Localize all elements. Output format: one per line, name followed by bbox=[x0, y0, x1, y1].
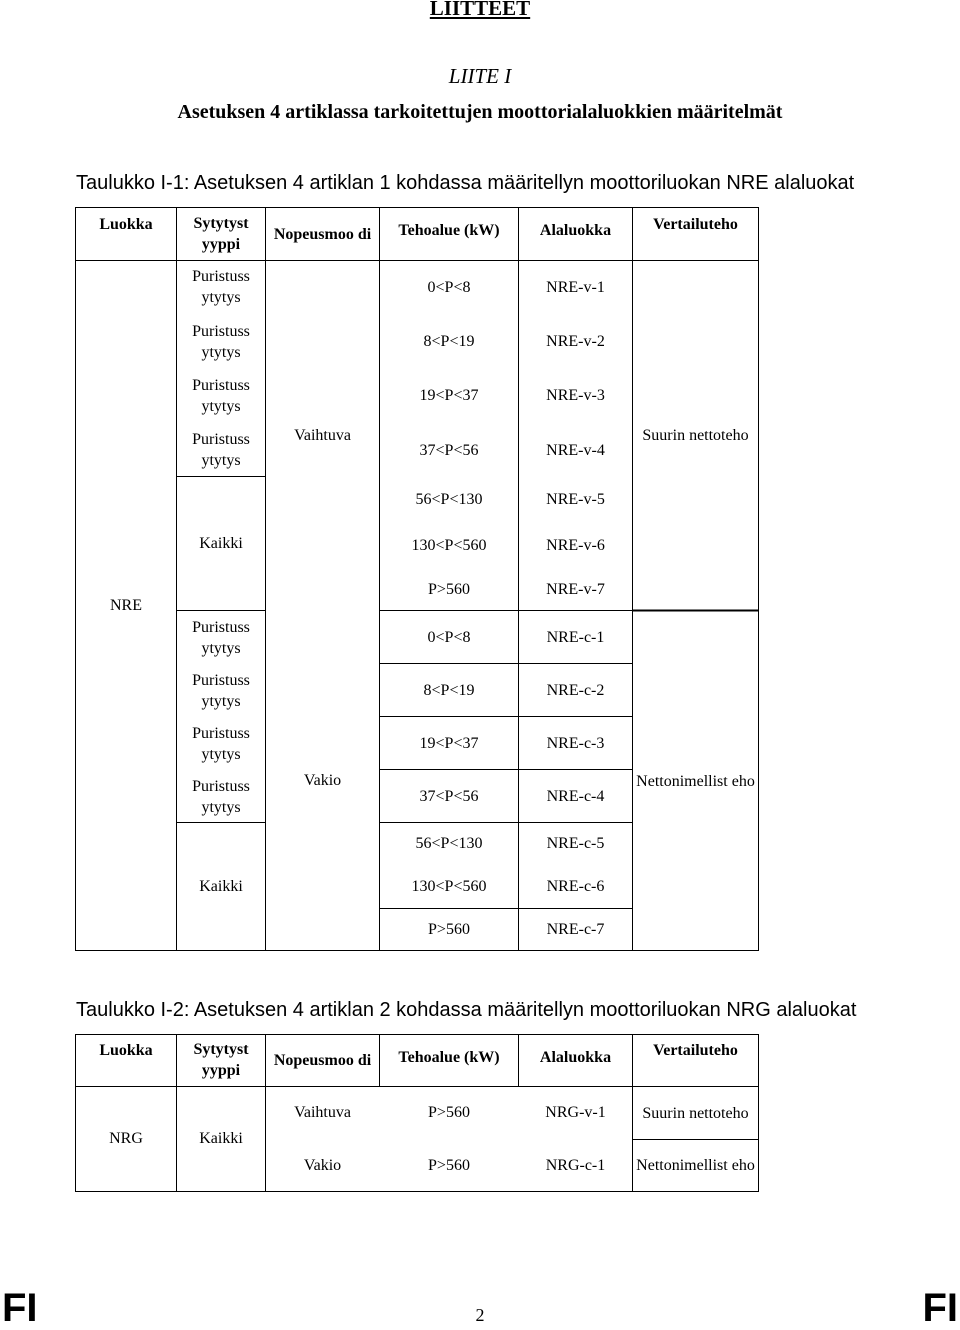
table1-category: NRE bbox=[110, 596, 142, 614]
table1-c-subcat-2: NRE-c-2 bbox=[546, 681, 605, 699]
table2-header-subcategory: Alaluokka bbox=[539, 1048, 612, 1066]
table1-c-power-1: 0<P<8 bbox=[427, 628, 471, 646]
table1-c-subcat-1: NRE-c-1 bbox=[546, 628, 605, 646]
annex-header: LIITTEET bbox=[429, 0, 531, 20]
annex-subtitle: Asetuksen 4 artiklassa tarkoitettujen moottorialaluokkien määritelmät bbox=[177, 101, 783, 123]
table1-v-power-4: 37<P<56 bbox=[419, 441, 479, 459]
table1-header-power-range: Tehoalue (kW) bbox=[398, 221, 500, 239]
language-code-right: FI bbox=[922, 1286, 958, 1330]
table1-v-ignition-3: Puristuss ytytys bbox=[192, 377, 250, 415]
table1-c-subcat-3: NRE-c-3 bbox=[546, 734, 605, 752]
table1-c-power-7: P>560 bbox=[428, 920, 470, 938]
table2-reference-power-2: Nettonimellist eho bbox=[636, 1156, 755, 1174]
table1-c-power-3: 19<P<37 bbox=[419, 734, 479, 752]
table2-caption: Taulukko I-2: Asetuksen 4 artiklan 2 kohdassa määritellyn moottoriluokan NRG alaluokat bbox=[76, 999, 857, 1021]
table1-v-ignition-4: Puristuss ytytys bbox=[192, 431, 250, 469]
table2-category: NRG bbox=[109, 1129, 143, 1147]
table1-v-power-2: 8<P<19 bbox=[423, 332, 475, 350]
page-number: 2 bbox=[475, 1305, 485, 1325]
table2-speed-mode-1: Vaihtuva bbox=[294, 1103, 351, 1121]
table2-reference-power-1: Suurin nettoteho bbox=[642, 1104, 749, 1122]
table1-header-ignition: Sytytyst yyppi bbox=[193, 215, 249, 253]
table1-header-reference-power: Vertailuteho bbox=[653, 215, 738, 233]
table1-v-ignition-2: Puristuss ytytys bbox=[192, 323, 250, 361]
table1-c-power-2: 8<P<19 bbox=[423, 681, 475, 699]
table1-v-power-1: 0<P<8 bbox=[427, 278, 471, 296]
table1-caption: Taulukko I-1: Asetuksen 4 artiklan 1 kohdassa määritellyn moottoriluokan NRE alaluokat bbox=[76, 172, 855, 194]
table2-subcat-1: NRG-v-1 bbox=[545, 1103, 606, 1121]
table2-subcat-2: NRG-c-1 bbox=[545, 1156, 606, 1174]
table1-v-subcat-2: NRE-v-2 bbox=[546, 332, 605, 350]
table1-header-speed-mode: Nopeusmoo di bbox=[273, 225, 372, 243]
table1-v-subcat-5: NRE-v-5 bbox=[546, 490, 605, 508]
table1-header-subcategory: Alaluokka bbox=[539, 221, 612, 239]
table1-v-speed-mode: Vaihtuva bbox=[294, 426, 351, 444]
table2-power-2: P>560 bbox=[428, 1156, 470, 1174]
table2-header-luokka: Luokka bbox=[99, 1041, 153, 1059]
language-code-left: FI bbox=[2, 1286, 38, 1330]
table1-c-reference-power: Nettonimellist eho bbox=[636, 772, 755, 790]
annex-title: LIITE I bbox=[448, 64, 512, 88]
table2-header-ignition: Sytytyst yyppi bbox=[193, 1041, 249, 1079]
table1-c-speed-mode: Vakio bbox=[303, 771, 342, 789]
table1-v-subcat-7: NRE-v-7 bbox=[546, 580, 605, 598]
table2-ignition: Kaikki bbox=[199, 1129, 243, 1147]
table1-c-ignition-all: Kaikki bbox=[199, 877, 243, 895]
table2-header-reference-power: Vertailuteho bbox=[653, 1041, 738, 1059]
table1-v-power-6: 130<P<560 bbox=[411, 536, 487, 554]
table1-header-luokka: Luokka bbox=[99, 215, 153, 233]
table1-v-ignition-1: Puristuss ytytys bbox=[192, 268, 250, 306]
table1-v-ignition-all: Kaikki bbox=[199, 534, 243, 552]
table1-v-reference-power: Suurin nettoteho bbox=[642, 426, 749, 444]
table1-v-power-7: P>560 bbox=[428, 580, 470, 598]
table1-v-subcat-1: NRE-v-1 bbox=[546, 278, 605, 296]
table2-speed-mode-2: Vakio bbox=[303, 1156, 342, 1174]
table1-c-subcat-5: NRE-c-5 bbox=[546, 834, 605, 852]
table1-c-subcat-6: NRE-c-6 bbox=[546, 877, 605, 895]
table2-header-speed-mode: Nopeusmoo di bbox=[273, 1051, 372, 1069]
table1-c-subcat-4: NRE-c-4 bbox=[546, 787, 605, 805]
table1-v-subcat-4: NRE-v-4 bbox=[546, 441, 605, 459]
table2-header-power-range: Tehoalue (kW) bbox=[398, 1048, 500, 1066]
table1-c-power-6: 130<P<560 bbox=[411, 877, 487, 895]
table1-c-power-5: 56<P<130 bbox=[415, 834, 483, 852]
table1-v-power-5: 56<P<130 bbox=[415, 490, 483, 508]
table1-c-subcat-7: NRE-c-7 bbox=[546, 920, 605, 938]
table1-c-power-4: 37<P<56 bbox=[419, 787, 479, 805]
table1-v-subcat-6: NRE-v-6 bbox=[546, 536, 605, 554]
table1-v-power-3: 19<P<37 bbox=[419, 386, 479, 404]
table2-power-1: P>560 bbox=[428, 1103, 470, 1121]
table1-c-ignition-2: Puristuss ytytys bbox=[192, 672, 250, 710]
table1-c-ignition-3: Puristuss ytytys bbox=[192, 725, 250, 763]
table1-c-ignition-1: Puristuss ytytys bbox=[192, 619, 250, 657]
table1-v-subcat-3: NRE-v-3 bbox=[546, 386, 605, 404]
table1-c-ignition-4: Puristuss ytytys bbox=[192, 778, 250, 816]
